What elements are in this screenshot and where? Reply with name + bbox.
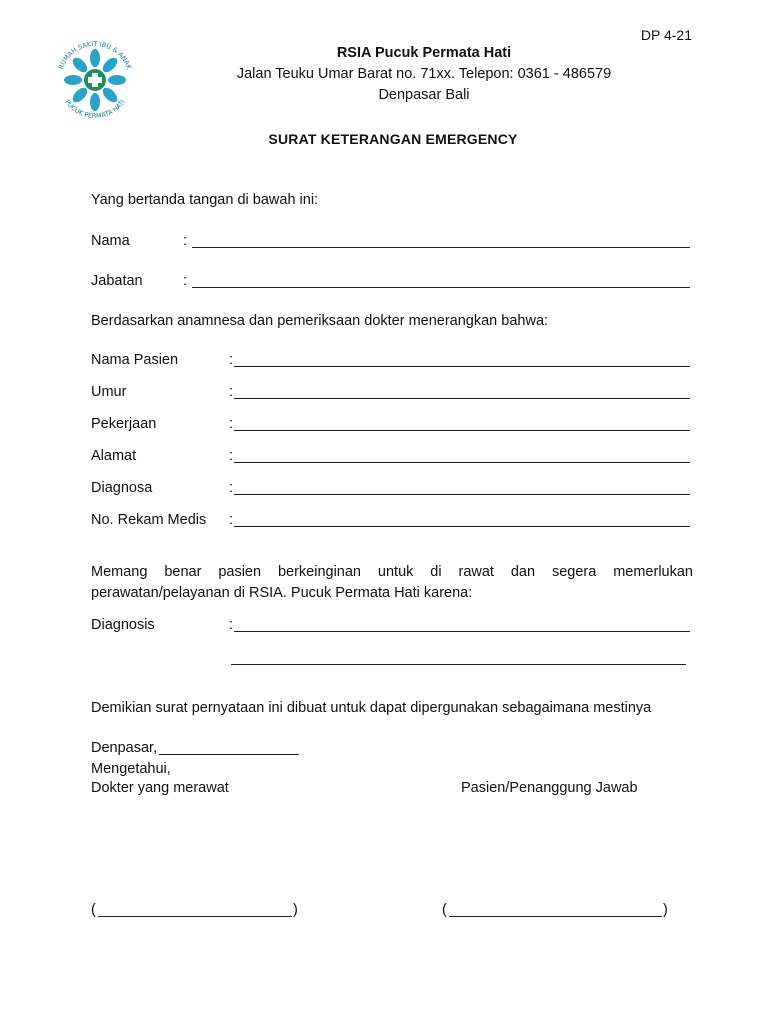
patient-address-label: Alamat	[91, 448, 137, 464]
patient-sign-paren-open: (	[442, 902, 447, 918]
patient-sign-paren-close: )	[663, 902, 668, 918]
signer-position-label: Jabatan	[91, 273, 143, 289]
date-field[interactable]	[159, 754, 299, 755]
reason-line-1: Memang benar pasien berkeinginan untuk di rawat dan segera memerlukan	[91, 564, 693, 580]
diagnosis-label: Diagnosis	[91, 617, 155, 633]
logo-text-top: RUMAH SAKIT IBU & ANAK	[56, 39, 134, 71]
patient-diagnosa-field[interactable]	[234, 494, 690, 495]
patient-age-field[interactable]	[234, 398, 690, 399]
patient-occupation-sep: :	[229, 416, 234, 432]
logo-text-bottom: PUCUK PERMATA HATI	[63, 98, 127, 120]
patient-age-label: Umur	[91, 384, 127, 400]
patient-occupation-field[interactable]	[234, 430, 690, 431]
patient-name-sep: :	[229, 352, 234, 368]
patient-sign-label: Pasien/Penanggung Jawab	[461, 780, 638, 796]
patient-name-label: Nama Pasien	[91, 352, 179, 368]
place-label: Denpasar,	[91, 740, 158, 756]
diagnosis-field-1[interactable]	[234, 631, 690, 632]
signer-name-label: Nama	[91, 233, 130, 249]
diagnosis-field-2[interactable]	[231, 664, 686, 665]
signer-position-field[interactable]	[192, 287, 690, 288]
hospital-address: Jalan Teuku Umar Barat no. 71xx. Telepon: 0361 - 486579	[236, 66, 612, 82]
medical-record-field[interactable]	[234, 526, 690, 527]
medical-record-sep: :	[229, 512, 234, 528]
doctor-sign-paren-close: )	[293, 902, 298, 918]
closing-text: Demikian surat pernyataan ini dibuat untuk dapat dipergunakan sebagaimana mestinya	[91, 700, 652, 716]
statement-text: Berdasarkan anamnesa dan pemeriksaan dokter menerangkan bahwa:	[91, 313, 549, 329]
doctor-sign-paren-open: (	[91, 902, 96, 918]
intro-text: Yang bertanda tangan di bawah ini:	[91, 192, 319, 208]
doctor-signature-field[interactable]	[98, 916, 292, 917]
patient-address-sep: :	[229, 448, 234, 464]
patient-address-field[interactable]	[234, 462, 690, 463]
acknowledged-label: Mengetahui,	[91, 761, 171, 777]
patient-age-sep: :	[229, 384, 234, 400]
patient-name-field[interactable]	[234, 366, 690, 367]
document-title: SURAT KETERANGAN EMERGENCY	[268, 131, 518, 147]
doctor-sign-label: Dokter yang merawat	[91, 780, 229, 796]
diagnosis-sep: :	[229, 617, 234, 633]
medical-record-label: No. Rekam Medis	[91, 512, 207, 528]
patient-diagnosa-label: Diagnosa	[91, 480, 153, 496]
signer-name-field[interactable]	[192, 247, 690, 248]
signer-name-sep: :	[183, 233, 188, 249]
patient-signature-field[interactable]	[449, 916, 662, 917]
document-code: DP 4-21	[640, 27, 692, 43]
patient-diagnosa-sep: :	[229, 480, 234, 496]
hospital-name: RSIA Pucuk Permata Hati	[336, 45, 512, 61]
signer-position-sep: :	[183, 273, 188, 289]
hospital-city: Denpasar Bali	[378, 87, 470, 103]
reason-line-2: perawatan/pelayanan di RSIA. Pucuk Permata Hati karena:	[91, 585, 473, 601]
patient-occupation-label: Pekerjaan	[91, 416, 157, 432]
